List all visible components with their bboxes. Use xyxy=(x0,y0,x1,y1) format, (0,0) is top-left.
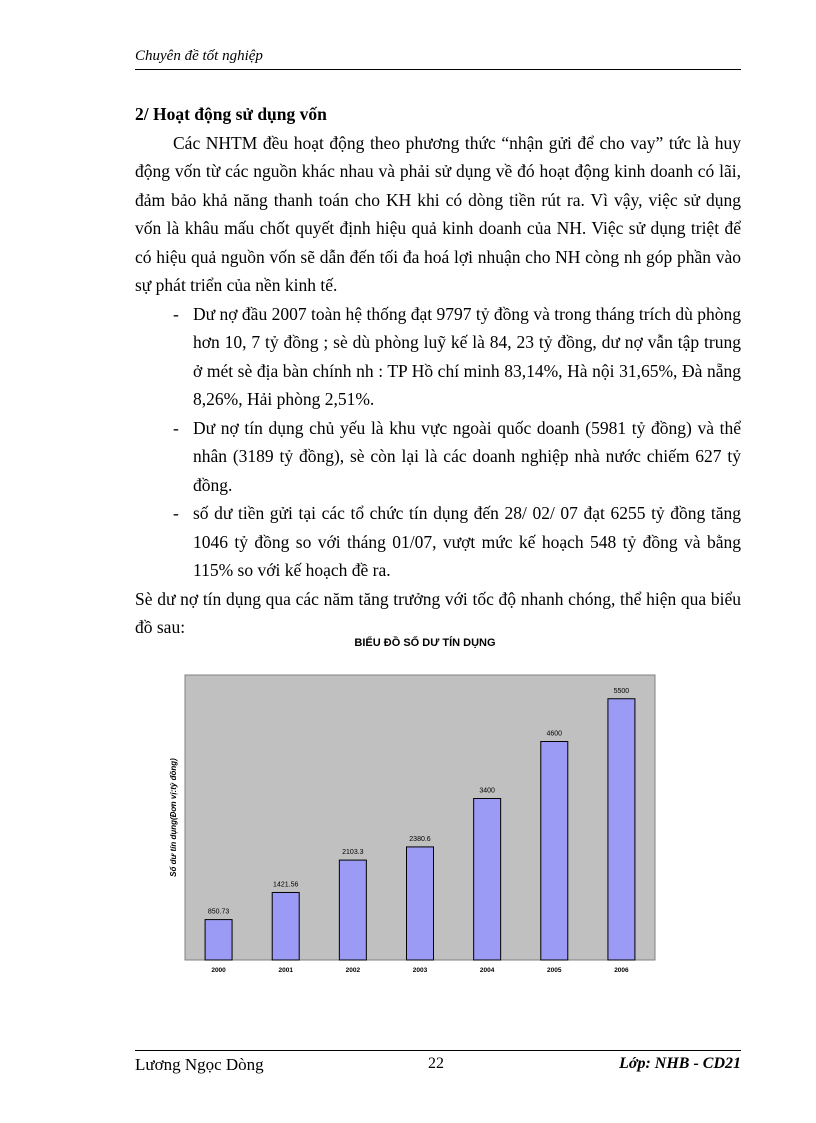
chart-title: BIỂU ĐỒ SỐ DƯ TÍN DỤNG xyxy=(354,637,496,649)
bar xyxy=(339,860,366,960)
bar xyxy=(474,799,501,961)
bullet-text: Dư nợ đầu 2007 toàn hệ thống đạt 9797 tỷ đồng và trong tháng trích dù phòng hơn 10, 7 tỷ đồng ; sè dù phòng luỹ kế là 84, 23 tỷ đồng, dư nợ vẫn tập trung ở mét sè địa bàn chính nh : TP Hồ chí minh 83,14%, Hà nội 31,65%, Đà nẵng 8,26%, Hải phòng 2,51%. xyxy=(193,303,741,409)
document-body xyxy=(135,100,741,642)
bullet-marker: - xyxy=(173,417,179,438)
page-header xyxy=(135,48,741,70)
footer-divider xyxy=(135,1050,741,1051)
x-tick-label: 2006 xyxy=(614,967,629,974)
bar-value-label: 2103.3 xyxy=(342,849,364,857)
x-tick-label: 2003 xyxy=(412,967,428,974)
x-tick-label: 2001 xyxy=(278,967,293,974)
bullet-text: Dư nợ tín dụng chủ yếu là khu vực ngoài quốc doanh (5981 tỷ đồng) và thể nhân (3189 tỷ đồng), sè còn lại là các doanh nghiệp nhà nước chiếm 627 tỷ đồng. xyxy=(193,417,741,495)
bar xyxy=(272,892,299,960)
bar-value-label: 4600 xyxy=(546,730,563,738)
section-title: 2/ Hoạt động sử dụng vốn xyxy=(135,104,327,124)
footer-class: Lớp: NHB - CD21 xyxy=(619,1055,741,1072)
footer-author: Lương Ngọc Dòng xyxy=(135,1055,264,1074)
bullet-item xyxy=(135,300,741,414)
x-tick-label: 2002 xyxy=(345,967,361,974)
x-tick-label: 2005 xyxy=(547,967,562,974)
bar-value-label: 1421.56 xyxy=(273,881,299,889)
bar xyxy=(541,742,568,961)
footer-page-number: 22 xyxy=(428,1055,444,1072)
bullet-item xyxy=(135,499,741,585)
credit-balance-chart xyxy=(160,630,680,990)
bullet-marker: - xyxy=(173,303,179,324)
bullet-text: số dư tiền gửi tại các tổ chức tín dụng đến 28/ 02/ 07 đạt 6255 tỷ đồng tăng 1046 tỷ đồng so với tháng 01/07, vượt mức kế hoạch 548 tỷ đồng và bằng 115% so với kế hoạch đề ra. xyxy=(193,503,741,580)
paragraph-chart-intro: Sè dư nợ tín dụng qua các năm tăng trưởng với tốc độ nhanh chóng, thể hiện qua biểu đồ sau: xyxy=(135,588,741,637)
bar xyxy=(407,847,434,960)
header-title: Chuyên đề tốt nghiệp xyxy=(135,48,263,64)
bar-value-label: 5500 xyxy=(613,687,630,695)
bullet-marker: - xyxy=(173,503,179,523)
x-tick-label: 2004 xyxy=(479,967,495,974)
bullet-list xyxy=(135,300,741,585)
bar-value-label: 850.73 xyxy=(207,908,230,916)
bar-value-label: 3400 xyxy=(479,787,495,795)
x-tick-label: 2000 xyxy=(211,967,226,974)
bar xyxy=(608,699,635,960)
y-axis-label: Số dư tín dụng(Đơn vị:tỷ đồng) xyxy=(169,758,178,877)
bullet-item xyxy=(135,414,741,500)
paragraph-intro: Các NHTM đều hoạt động theo phương thức “nhận gửi để cho vay” tức là huy động vốn từ các nguồn khác nhau và phải sử dụng về đó hoạt động kinh doanh có lãi, đảm bảo khả năng thanh toán cho KH khi có dòng tiền rút ra. Vì vậy, việc sử dụng vốn là khâu mấu chốt quyết định hiệu quả kinh doanh của NH. Việc sử dụng triệt để có hiệu quả nguồn vốn sẽ dẫn đến tối đa hoá lợi nhuận cho NH còng nh góp phần vào sự phát triển của nền kinh tế. xyxy=(135,132,741,295)
bar xyxy=(205,920,232,960)
bar-value-label: 2380.6 xyxy=(409,835,431,843)
chart-svg xyxy=(160,630,680,990)
